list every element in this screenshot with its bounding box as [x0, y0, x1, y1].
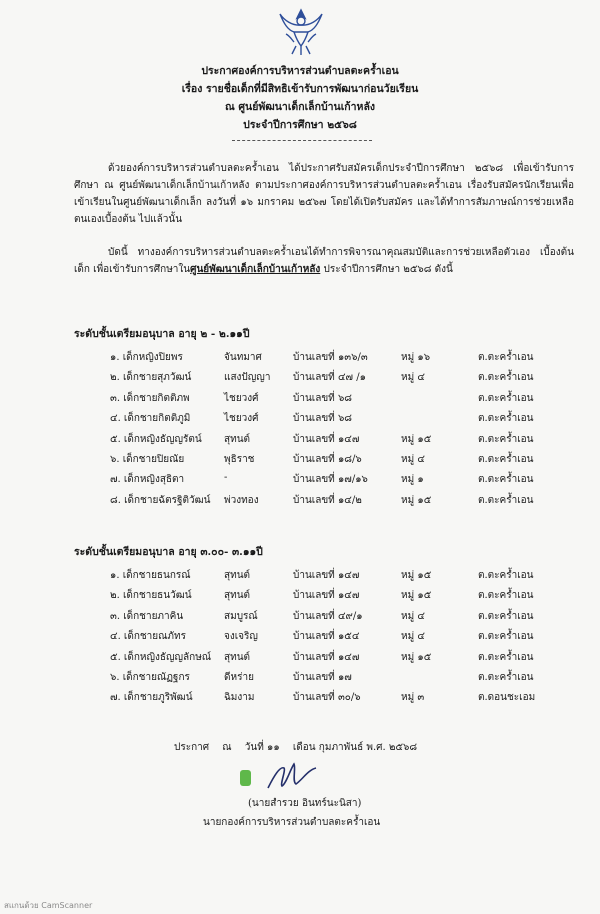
- child-name: ๗. เด็กหญิงสุธิตา: [110, 474, 185, 486]
- body-paragraph-2-post: ประจำปีการศึกษา ๒๕๖๘ ดังนี้: [320, 264, 453, 275]
- subdistrict: ต.ตะคร้ำเอน: [478, 433, 534, 445]
- house-number: บ้านเลขที่ ๑๔๗: [293, 433, 360, 445]
- house-number: บ้านเลขที่ ๑๔๗: [293, 570, 360, 581]
- list-row: [0, 411, 600, 427]
- child-name: ๓. เด็กชายภาคิน: [110, 610, 184, 622]
- subdistrict: ต.ตะคร้ำเอน: [478, 610, 534, 622]
- list-row: [0, 650, 600, 666]
- child-name: ๑. เด็กหญิงปิยพร: [110, 352, 183, 363]
- child-name: ๔. เด็กชายกิตติภูมิ: [110, 413, 191, 425]
- subdistrict: ต.ตะคร้ำเอน: [478, 590, 534, 602]
- announce-label: ประกาศ: [174, 742, 210, 753]
- header-academic-year: ประจำปีการศึกษา ๒๕๖๘: [243, 119, 357, 131]
- child-name: ๔. เด็กชายณภัทร: [110, 631, 186, 643]
- child-surname: แสงปัญญา: [224, 372, 271, 384]
- house-number: บ้านเลขที่ ๑๔/๒: [293, 494, 362, 506]
- house-number: บ้านเลขที่ ๔๙/๑: [293, 610, 363, 622]
- list-row: [0, 391, 600, 407]
- list-row: [0, 472, 600, 488]
- section-heading-age-3: ระดับชั้นเตรียมอนุบาล อายุ ๓.๐๐- ๓.๑๑ปี: [74, 546, 263, 558]
- header-org-title: ประกาศองค์การบริหารส่วนตำบลตะคร้ำเอน: [201, 65, 399, 77]
- house-number: บ้านเลขที่ ๑๘/๖: [293, 454, 362, 465]
- body-paragraph-1-text: ด้วยองค์การบริหารส่วนตำบลตะคร้ำเอน ได้ประกาศรับสมัครเด็กประจำปีการศึกษา ๒๕๖๘ เพื่อเข้ารับการศึกษา ณ ศูนย์พัฒนาเด็กเล็กบ้านเก้าหลัง ตามประกาศองค์การบริหารส่วนตำบลตะคร้ำเอน เรื่องรับสมัครนักเรียนเพื่อเข้าเรียนในศูนย์พัฒนาเด็กเล็ก ลงวันที่ ๑๖ มกราคม ๒๕๖๗ โดยได้เปิดรับสมัคร และได้ทำการสัมภาษณ์การช่วยเหลือตนเองเบื้องต้น ไปแล้วนั้น: [74, 163, 574, 225]
- body-paragraph-2-pre: บัดนี้ ทางองค์การบริหารส่วนตำบลตะคร้ำเอนได้ทำการพิจารณาคุณสมบัติและการช่วยเหลือตัวเอง เบื้องต้นเด็ก เพื่อเข้ารับการศึกษาใน: [74, 247, 574, 275]
- child-surname: สุทนต์: [224, 590, 251, 602]
- child-name: ๗. เด็กชายภูริพัฒน์: [110, 692, 193, 704]
- subdistrict: ต.ตะคร้ำเอน: [478, 413, 534, 425]
- house-number: บ้านเลขที่ ๖๘: [293, 392, 353, 404]
- child-name: ๕. เด็กหญิงธัญญรัตน์: [110, 433, 202, 445]
- house-number: บ้านเลขที่ ๔๗ /๑: [293, 372, 366, 384]
- child-name: ๑. เด็กชายธนกรณ์: [110, 570, 191, 581]
- child-name: ๕. เด็กหญิงธัญญลักษณ์: [110, 651, 212, 663]
- announcement-date-line: [174, 740, 427, 755]
- child-name: ๖. เด็กชายปิยณัย: [110, 454, 185, 465]
- village-number: หมู่ ๑๕: [401, 494, 432, 506]
- subdistrict: ต.ตะคร้ำเอน: [478, 372, 534, 384]
- center-name-underlined: ศูนย์พัฒนาเด็กเล็กบ้านเก้าหลัง: [190, 264, 321, 275]
- village-number: หมู่ ๔: [401, 372, 425, 384]
- child-name: ๖. เด็กชายณัฏฐกร: [110, 672, 190, 683]
- list-row: [0, 370, 600, 386]
- list-row: [0, 568, 600, 584]
- section-heading-age-2: ระดับชั้นเตรียมอนุบาล อายุ ๒ - ๒.๑๑ปี: [74, 328, 250, 340]
- child-name: ๓. เด็กชายกิตติภพ: [110, 392, 190, 404]
- child-surname: จันทมาศ: [224, 352, 262, 363]
- house-number: บ้านเลขที่ ๖๘: [293, 413, 353, 425]
- child-surname: ฉิมงาม: [224, 692, 255, 704]
- child-surname: สมบูรณ์: [224, 610, 258, 622]
- child-name: ๒. เด็กชายสุภวัฒน์: [110, 372, 192, 384]
- child-surname: -: [224, 472, 228, 484]
- subdistrict: ต.ตะคร้ำเอน: [478, 651, 534, 663]
- child-surname: พุธิราช: [224, 454, 255, 465]
- village-number: หมู่ ๓: [401, 692, 425, 704]
- house-number: บ้านเลขที่ ๑๔๗: [293, 590, 360, 602]
- subdistrict: ต.ตะคร้ำเอน: [478, 474, 534, 486]
- subdistrict: ต.ตะคร้ำเอน: [478, 494, 534, 506]
- house-number: บ้านเลขที่ ๑๓๖/๓: [293, 352, 368, 363]
- village-number: หมู่ ๑๕: [401, 433, 432, 445]
- list-row: [0, 350, 600, 366]
- village-number: หมู่ ๔: [401, 454, 425, 465]
- village-number: หมู่ ๔: [401, 610, 425, 622]
- subdistrict: ต.ตะคร้ำเอน: [478, 672, 534, 683]
- green-mark-icon: [240, 770, 251, 786]
- child-name: ๒. เด็กชายธนวัฒน์: [110, 590, 192, 602]
- subdistrict: ต.ตะคร้ำเอน: [478, 352, 534, 363]
- list-row: [0, 493, 600, 509]
- list-row: [0, 452, 600, 468]
- list-row: [0, 690, 600, 706]
- child-surname: สุทนต์: [224, 433, 251, 445]
- body-paragraph-1: [74, 160, 574, 228]
- scanner-watermark: สแกนด้วย CamScanner: [4, 901, 93, 910]
- subdistrict: ต.ดอนชะเอม: [478, 692, 536, 704]
- child-surname: จงเจริญ: [224, 631, 258, 643]
- village-number: หมู่ ๑๕: [401, 651, 432, 663]
- subdistrict: ต.ตะคร้ำเอน: [478, 392, 534, 404]
- list-row: [0, 609, 600, 625]
- village-number: หมู่ ๑๕: [401, 590, 432, 602]
- header-center-name: ณ ศูนย์พัฒนาเด็กเล็กบ้านเก้าหลัง: [224, 101, 376, 113]
- child-surname: ดีหร่าย: [224, 672, 254, 683]
- house-number: บ้านเลขที่ ๑๗/๑๖: [293, 474, 368, 486]
- signature-icon: [262, 758, 322, 794]
- subdistrict: ต.ตะคร้ำเอน: [478, 570, 534, 581]
- child-surname: ไชยวงศ์: [224, 392, 259, 404]
- child-name: ๘. เด็กชายฉัตรฐิติวัฒน์: [110, 494, 211, 506]
- child-surname: พ่วงทอง: [224, 494, 259, 506]
- signer-name: (นายสำรวย อินทร์นะนิสา): [248, 798, 362, 809]
- house-number: บ้านเลขที่ ๑๗: [293, 672, 352, 683]
- village-number: หมู่ ๔: [401, 631, 425, 643]
- announce-at: ณ: [222, 742, 232, 753]
- list-row: [0, 629, 600, 645]
- header-divider: [232, 140, 372, 141]
- garuda-emblem-icon: [276, 6, 326, 58]
- body-paragraph-2: [74, 244, 574, 278]
- child-surname: ไชยวงศ์: [224, 413, 259, 425]
- house-number: บ้านเลขที่ ๓๐/๖: [293, 692, 361, 704]
- village-number: หมู่ ๑๕: [401, 570, 432, 581]
- house-number: บ้านเลขที่ ๑๔๗: [293, 651, 360, 663]
- house-number: บ้านเลขที่ ๑๕๔: [293, 631, 360, 643]
- village-number: หมู่ ๑๖: [401, 352, 431, 363]
- header-subject: เรื่อง รายชื่อเด็กที่มีสิทธิเข้ารับการพัฒนาก่อนวัยเรียน: [181, 83, 419, 95]
- list-row: [0, 588, 600, 604]
- subdistrict: ต.ตะคร้ำเอน: [478, 454, 534, 465]
- signer-position: นายกองค์การบริหารส่วนตำบลตะคร้ำเอน: [203, 817, 381, 828]
- list-row: [0, 432, 600, 448]
- child-surname: สุทนต์: [224, 570, 251, 581]
- announce-month-year: เดือน กุมภาพันธ์ พ.ศ. ๒๕๖๘: [292, 742, 418, 753]
- list-row: [0, 670, 600, 686]
- child-surname: สุทนต์: [224, 651, 251, 663]
- village-number: หมู่ ๑: [401, 474, 424, 486]
- subdistrict: ต.ตะคร้ำเอน: [478, 631, 534, 643]
- announce-day: วันที่ ๑๑: [244, 742, 280, 753]
